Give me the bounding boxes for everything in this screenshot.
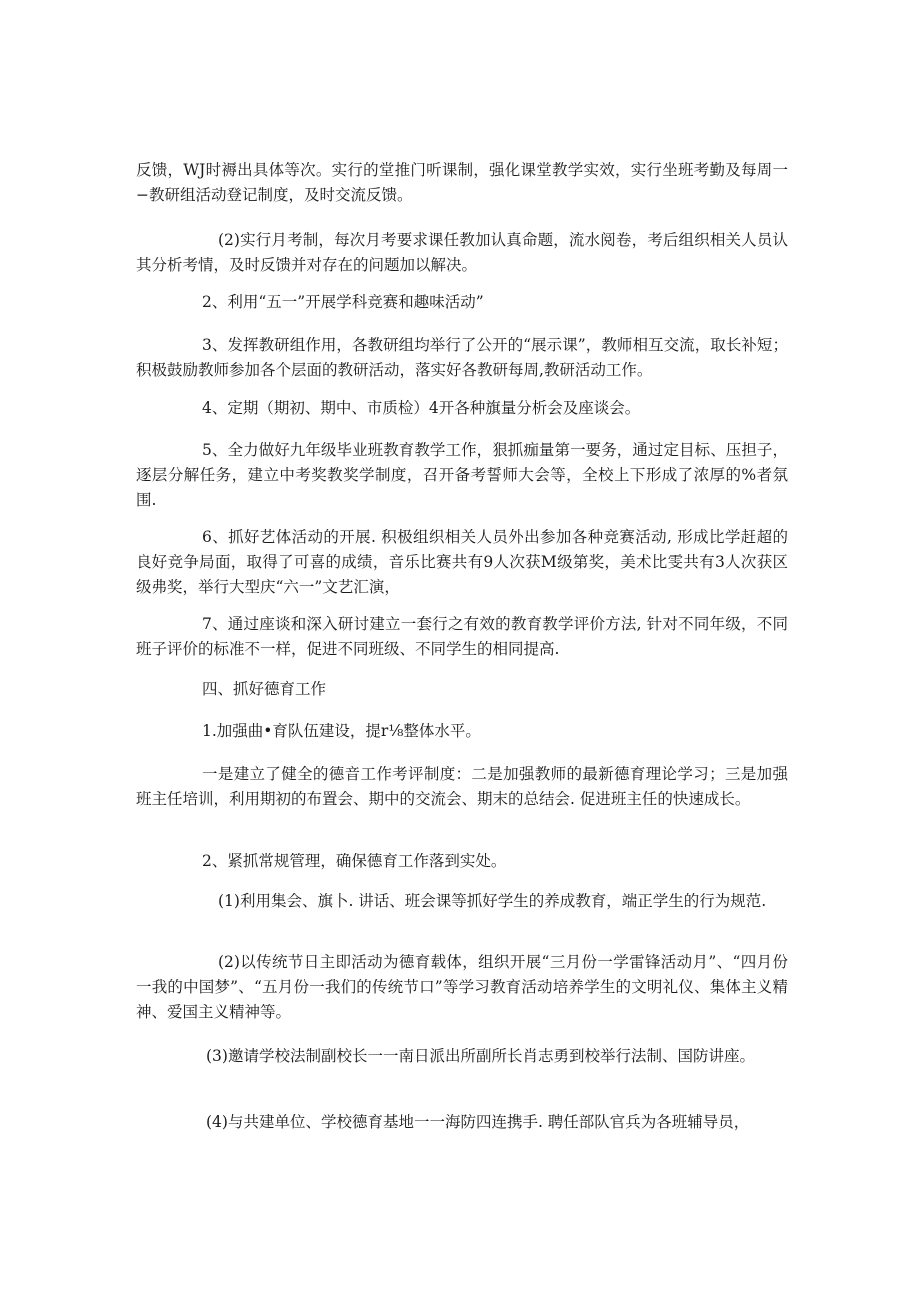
paragraph-sub-3: (3)邀请学校法制副校长一一南日派出所副所长肖志勇到校举行法制、国防讲座。 (206, 1047, 755, 1065)
paragraph-item-3: 3、发挥教研组作用，各教研组均举行了公开的“展示课”，教师相互交流，取长补短；积极鼓励教师参加各个层面的教研活动，落实好各教研每周,教研活动工作。 (136, 336, 788, 379)
paragraph-item-6: 6、抓好艺体活动的开展. 积极组织相关人员外出参加各种竞赛活动, 形成比学赶超的良好竞争局面，取得了可喜的成绩，音乐比赛共有9人次获M级第奖，美术比雯共有3人次获区级弗奖，举行大型庆“六一”文艺汇演， (136, 528, 788, 596)
paragraph-feedback: 反馈，WJ时褥出具体等次。实行的堂推门听课制，强化课堂教学实效，实行坐班考勤及每周一−教研组活动登记制度，及时交流反馈。 (136, 161, 788, 204)
paragraph-item-7: 7、通过座谈和深入研讨建立一套行之有效的教育教学评价方法, 针对不同年级，不同班子评价的标准不一样，促进不同班级、不同学生的相同提高. (136, 615, 788, 658)
paragraph-moral-system: 一是建立了健全的德音工作考评制度：二是加强教师的最新德育理论学习；三是加强班主任培训，利用期初的布置会、期中的交流会、期末的总结会. 促进班主任的快速成长。 (136, 765, 788, 808)
paragraph-monthly-exam: (2)实行月考制，每次月考要求课任教加认真命题，流水阅卷，考后组织相关人员认其分析考情，及时反馈并对存在的问题加以解决。 (136, 231, 788, 274)
paragraph-routine-management: 2、紧抓常规管理，确保德育工作落到实处。 (202, 852, 507, 870)
paragraph-moral-team: 1.加强曲•育队伍建设，提r⅛整体水平。 (202, 722, 481, 740)
paragraph-item-2: 2、利用“五一”开展学科竞赛和趣味活动” (202, 293, 484, 311)
paragraph-item-4: 4、定期（期初、期中、市质检）4开各种旗量分析会及座谈会。 (202, 399, 641, 417)
paragraph-sub-4: (4)与共建单位、学校德育基地一一海防四连携手. 聘任部队官兵为各班辅导员， (206, 1113, 750, 1131)
paragraph-item-5: 5、全力做好九年级毕业班教育教学工作，狠抓痂量第一要务，通过定目标、压担子，逐层分解任务，建立中考奖教奖学制度，召开备考誓师大会等，全校上下形成了浓厚的%者氛围. (136, 441, 788, 509)
section-heading-moral-education: 四、抓好德育工作 (202, 680, 327, 698)
paragraph-sub-2: (2)以传统节日主即活动为德育载体，组织开展“三月份一学雷锋活动月”、“四月份一我的中国梦”、“五月份一我们的传统节口”等学习教育活动培养学生的文明礼仪、集体主义精神、爱国主义精神等。 (136, 953, 788, 1021)
paragraph-sub-1: (1)利用集会、旗卜. 讲话、班会课等抓好学生的养成教育，端正学生的行为规范. (218, 892, 767, 910)
